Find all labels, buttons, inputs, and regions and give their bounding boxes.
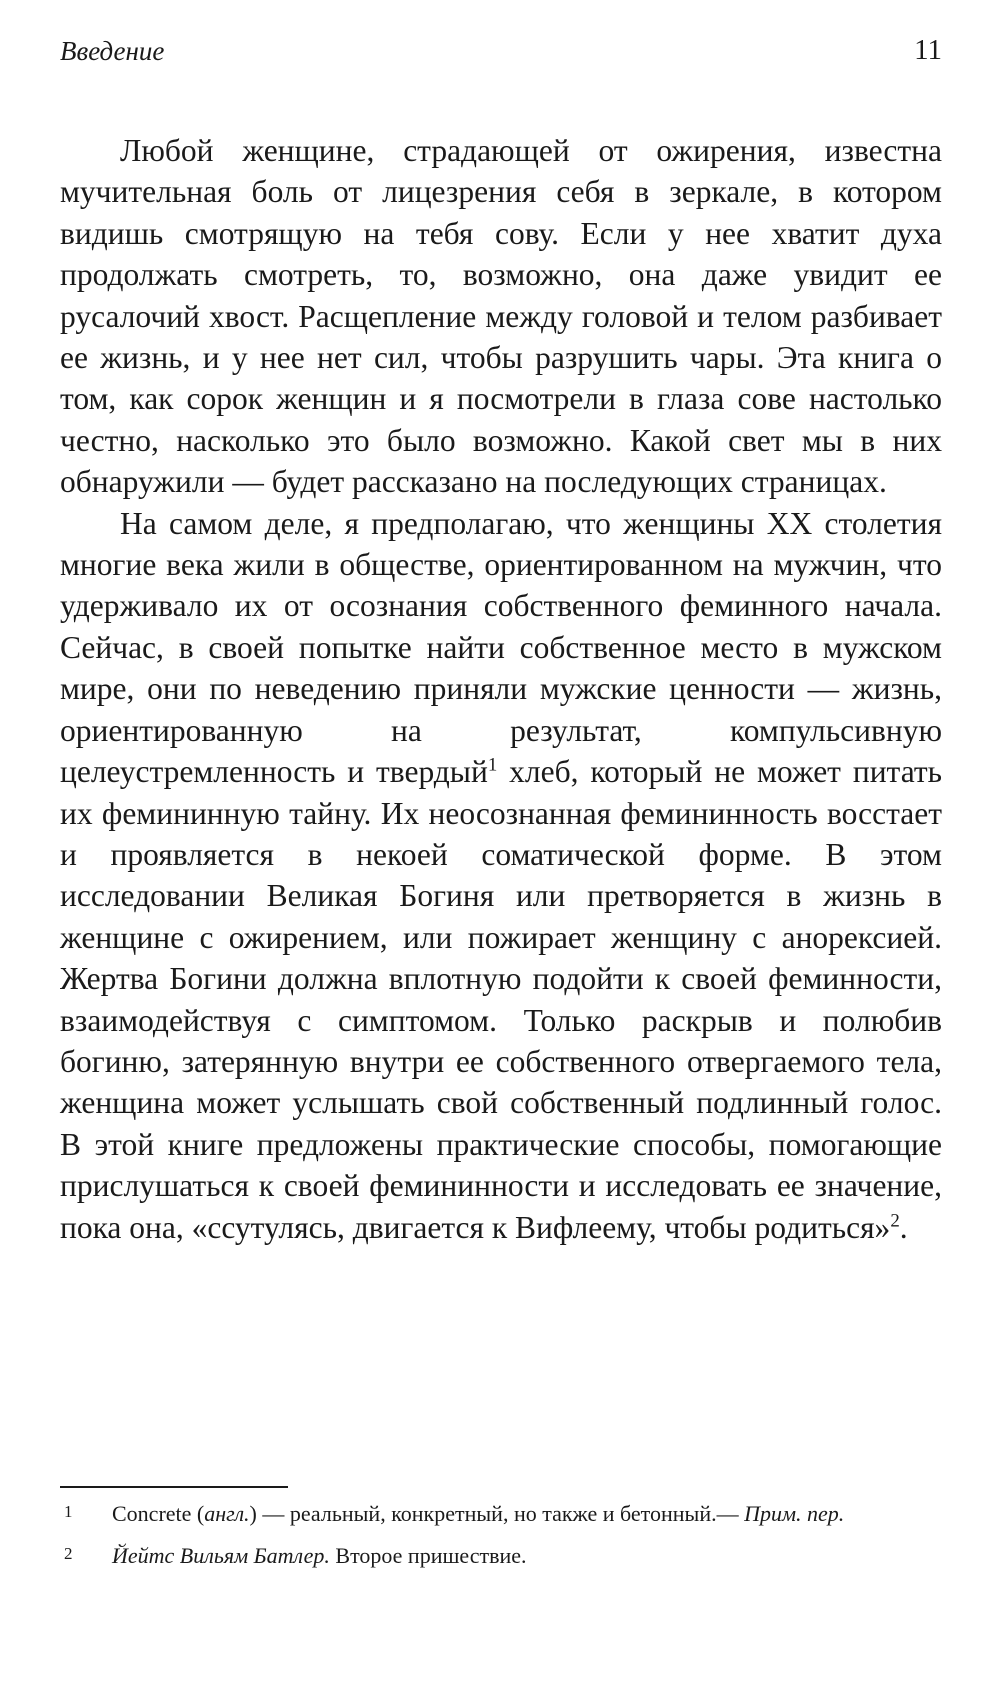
footnote-author: Йейтс Вильям Батлер. <box>112 1543 330 1568</box>
footnote-italic: Прим. пер. <box>744 1501 845 1526</box>
footnote-1 <box>60 1498 960 1530</box>
paragraph-1: Любой женщине, страдающей от ожирения, известна мучительная боль от лицезрения себя в зеркале, в котором видишь смотрящую на тебя сову. Если у нее хватит духа продолжать смотреть, то, возможно, она даже увидит ее русалочий хвост. Расщепление между головой и телом разбивает ее жизнь, и у нее нет сил, чтобы разрушить чары. Эта книга о том, как сорок женщин и я посмотрели в глаза сове настолько честно, насколько это было возможно. Какой свет мы в них обнаружили — будет рассказано на последующих страницах. <box>60 133 942 500</box>
footnote-number: 2 <box>64 1544 73 1563</box>
footnote-2 <box>60 1540 960 1572</box>
footnote-text: ) — реальный, конкретный, но также и бетонный.— <box>249 1501 745 1526</box>
footnote-ref-2: 2 <box>890 1210 900 1232</box>
footnote-italic: англ. <box>204 1501 250 1526</box>
footnote-number: 1 <box>64 1502 73 1521</box>
footnote-text: Concrete ( <box>112 1501 205 1526</box>
paragraph-2-part-1: На самом деле, я предполагаю, что женщины XX столетия многие века жили в обществе, ориентированном на мужчин, что удерживало их от осознания собственного феминного начала. Сейчас, в своей попытке найти собственное место в мужском мире, они по неведению приняли мужские ценности — жизнь, ориентированную на результат, компульсивную целеустремленность и твердый <box>60 505 942 790</box>
paragraph-2-part-2: хлеб, который не может питать их фемининную тайну. Их неосознанная фемининность восстает и проявляется в некоей соматической форме. В этом исследовании Великая Богиня или претворяется в жизнь в женщине с ожирением, или пожирает женщину с анорексией. Жертва Богини должна вплотную подойти к своей феминности, взаимодействуя с симптомом. Только раскрыв и полюбив богиню, затерянную внутри ее собственного отвергаемого тела, женщина может услышать свой собственный подлинный голос. В этой книге предложены практические способы, помогающие прислушаться к своей фемининности и исследовать ее значение, пока она, «ссутулясь, двигается к Вифлеему, чтобы родиться» <box>60 754 942 1245</box>
main-text <box>60 130 942 1248</box>
running-title: Введение <box>60 36 165 66</box>
footnote-text: Второе пришествие. <box>329 1543 527 1568</box>
paragraph-2 <box>60 503 942 1248</box>
paragraph-2-end: . <box>899 1209 908 1245</box>
footnote-ref-1: 1 <box>487 754 498 776</box>
page-number: 11 <box>914 34 942 66</box>
footnotes <box>60 1498 960 1582</box>
footnote-divider <box>60 1486 288 1488</box>
